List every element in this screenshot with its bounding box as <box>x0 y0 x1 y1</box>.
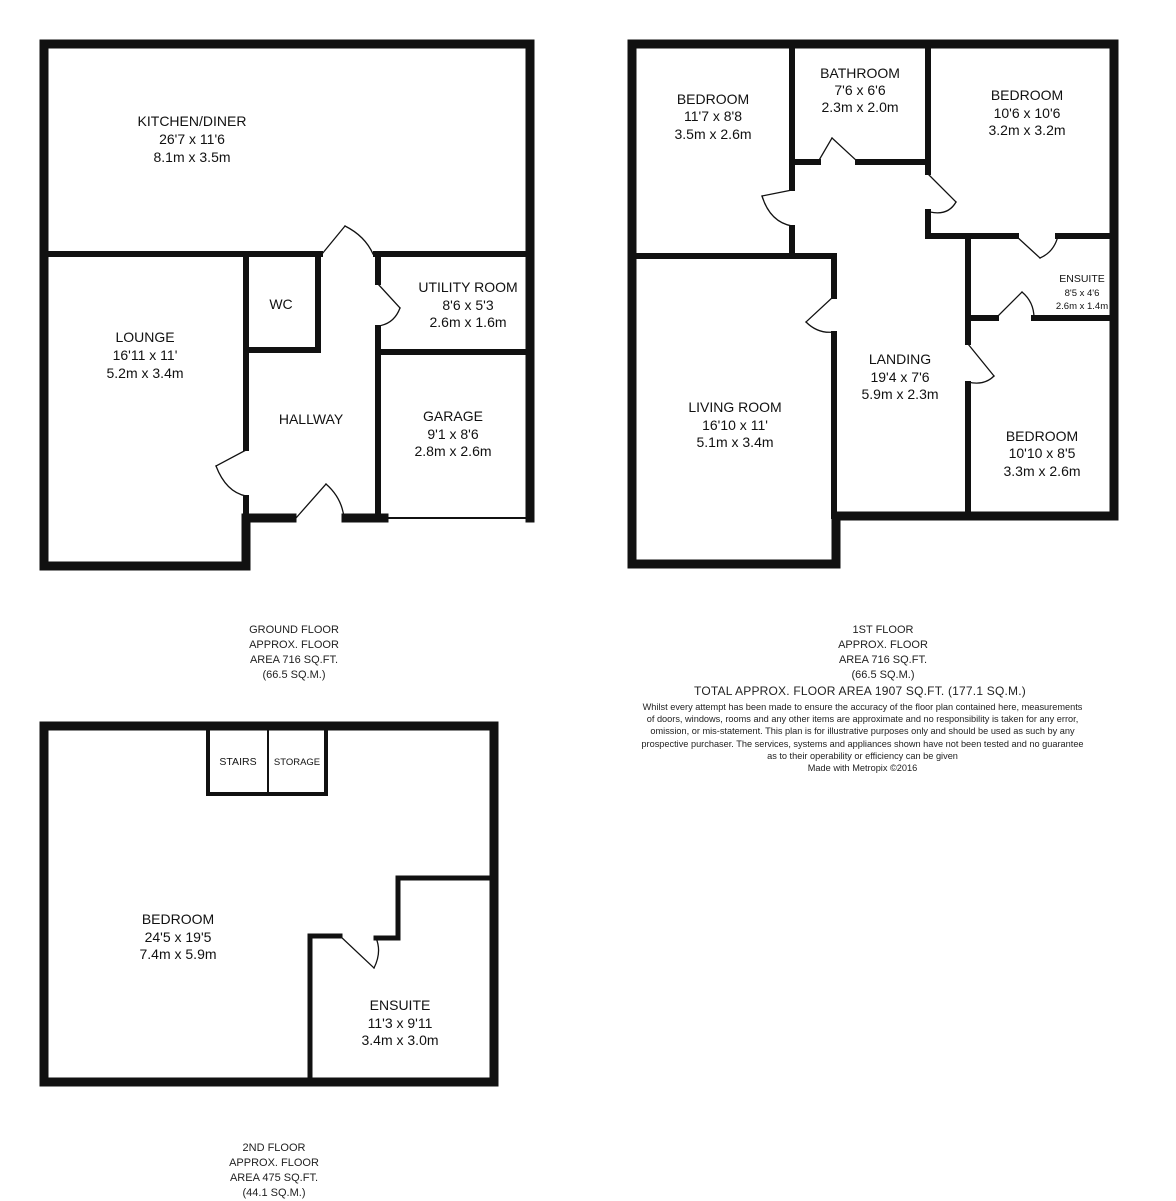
room-name: BATHROOM <box>820 65 900 81</box>
room-storage <box>274 757 320 768</box>
room-imperial: 16'11 x 11' <box>112 347 178 363</box>
disclaimer-line: omission, or mis-statement. This plan is for illustrative purposes only and should be used as such by any <box>650 726 1075 737</box>
caption-line: APPROX. FLOOR <box>838 639 928 651</box>
room-imperial: 26'7 x 11'6 <box>159 131 225 147</box>
room-name: UTILITY ROOM <box>418 279 518 295</box>
ground-floor-caption <box>194 623 394 683</box>
room-bathroom <box>820 65 900 115</box>
disclaimer-line: Whilst every attempt has been made to ensure the accuracy of the floor plan contained here, measurements <box>642 702 1083 712</box>
room-imperial: 10'10 x 8'5 <box>1008 445 1076 461</box>
room-metric: 5.2m x 3.4m <box>106 365 184 381</box>
room-imperial: 7'6 x 6'6 <box>834 82 886 98</box>
caption-line: AREA 716 SQ.FT. <box>838 654 928 666</box>
room-name: STAIRS <box>219 756 257 768</box>
room-name: LOUNGE <box>115 329 175 345</box>
room-ensuite-first <box>1056 273 1108 312</box>
room-metric: 3.3m x 2.6m <box>1003 463 1081 479</box>
disclaimer-line: prospective purchaser. The services, systems and appliances shown have not been tested and no guarantee <box>641 738 1084 749</box>
room-imperial: 8'5 x 4'6 <box>1064 288 1100 299</box>
caption-line: APPROX. FLOOR <box>229 1157 319 1169</box>
room-name: LIVING ROOM <box>688 399 782 415</box>
room-name: KITCHEN/DINER <box>137 113 247 129</box>
room-metric: 2.8m x 2.6m <box>414 443 492 459</box>
room-garage <box>414 408 491 459</box>
caption-line: AREA 716 SQ.FT. <box>249 654 339 666</box>
caption-line: AREA 475 SQ.FT. <box>229 1172 319 1184</box>
room-landing <box>861 351 938 402</box>
disclaimer-line: Made with Metropix ©2016 <box>807 763 918 774</box>
room-imperial: 9'1 x 8'6 <box>427 426 479 442</box>
room-imperial: 16'10 x 11' <box>702 417 768 433</box>
room-name: STORAGE <box>273 757 321 768</box>
room-name: BEDROOM <box>676 91 750 107</box>
room-name: GARAGE <box>423 408 483 424</box>
room-metric: 3.4m x 3.0m <box>361 1032 439 1048</box>
room-metric: 5.9m x 2.3m <box>861 386 939 402</box>
caption-line: (66.5 SQ.M.) <box>851 669 915 681</box>
room-kitchen-diner <box>138 113 247 165</box>
room-metric: 8.1m x 3.5m <box>153 149 231 165</box>
room-metric: 2.6m x 1.6m <box>429 314 507 330</box>
room-metric: 7.4m x 5.9m <box>139 946 217 962</box>
room-name: BEDROOM <box>1005 428 1079 444</box>
room-name: BEDROOM <box>990 87 1064 103</box>
room-metric: 5.1m x 3.4m <box>696 434 774 450</box>
caption-line: 1ST FLOOR <box>852 624 914 636</box>
room-name: HALLWAY <box>278 411 344 427</box>
room-imperial: 11'3 x 9'11 <box>367 1015 433 1031</box>
disclaimer-line: of doors, windows, rooms and any other items are approximate and no responsibility is taken for any error, <box>646 714 1079 725</box>
first-floor-doors <box>762 138 1058 383</box>
room-name: BEDROOM <box>141 911 215 927</box>
caption-line: 2ND FLOOR <box>242 1142 306 1154</box>
room-name: ENSUITE <box>369 997 431 1013</box>
room-imperial: 11'7 x 8'8 <box>683 108 743 124</box>
caption-line: APPROX. FLOOR <box>249 639 339 651</box>
room-metric: 2.6m x 1.4m <box>1055 301 1109 312</box>
room-ensuite-second <box>361 997 438 1048</box>
caption-line: (44.1 SQ.M.) <box>242 1187 306 1199</box>
room-bedroom-second <box>139 911 216 962</box>
second-floor-caption <box>174 1141 374 1201</box>
disclaimer-line: as to their operability or efficiency can be given <box>767 750 958 761</box>
room-imperial: 8'6 x 5'3 <box>442 297 494 313</box>
room-stairs <box>219 756 256 768</box>
room-bedroom-2 <box>988 87 1065 138</box>
room-hallway <box>279 411 344 427</box>
room-imperial: 24'5 x 19'5 <box>144 929 212 945</box>
first-floor-caption <box>783 623 983 683</box>
room-living-room <box>688 399 781 450</box>
room-imperial: 10'6 x 10'6 <box>993 105 1061 121</box>
room-metric: 2.3m x 2.0m <box>821 99 899 115</box>
total-floor-area: TOTAL APPROX. FLOOR AREA 1907 SQ.FT. (177.1 SQ.M.) <box>694 684 1026 698</box>
room-imperial: 19'4 x 7'6 <box>870 369 930 385</box>
room-bedroom-3 <box>1003 428 1080 479</box>
room-metric: 3.2m x 3.2m <box>988 122 1066 138</box>
room-wc <box>269 296 292 312</box>
disclaimer <box>585 701 1140 774</box>
room-lounge <box>106 329 183 381</box>
room-utility <box>418 279 517 330</box>
second-floor-doors <box>340 936 379 968</box>
room-name: ENSUITE <box>1059 273 1105 285</box>
caption-line: GROUND FLOOR <box>249 624 339 636</box>
caption-line: (66.5 SQ.M.) <box>262 669 326 681</box>
room-name: LANDING <box>868 351 932 367</box>
room-name: WC <box>269 296 293 312</box>
room-metric: 3.5m x 2.6m <box>674 126 752 142</box>
room-bedroom-1 <box>674 91 751 142</box>
